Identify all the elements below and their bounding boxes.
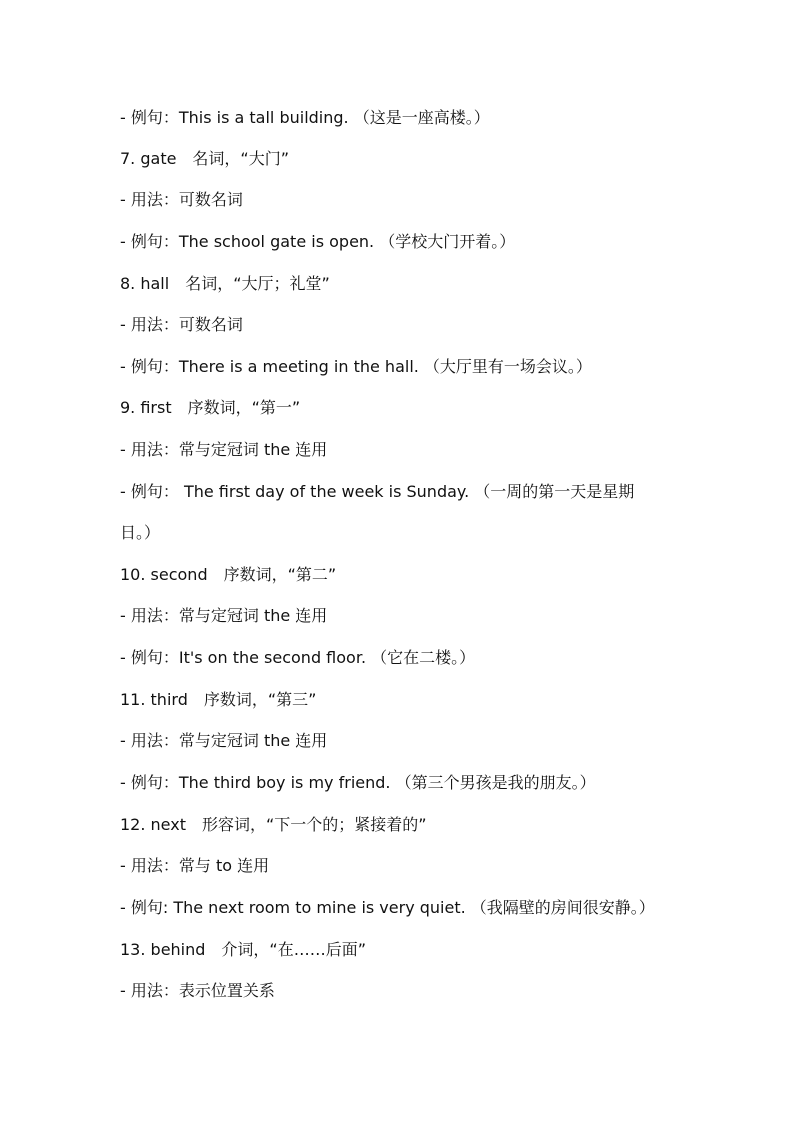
vocab-entry-hall: 8. hall 名词，“大厅；礼堂”: [120, 274, 330, 293]
vocab-entry-next: 12. next 形容词，“下一个的；紧接着的”: [120, 815, 427, 834]
example-sentence: - 例句：The school gate is open. （学校大门开着。）: [120, 232, 516, 251]
example-sentence: - 例句：This is a tall building. （这是一座高楼。）: [120, 108, 490, 127]
vocab-entry-behind: 13. behind 介词，“在……后面”: [120, 940, 366, 959]
usage-note: - 用法：可数名词: [120, 315, 243, 334]
vocab-entry-first: 9. first 序数词，“第一”: [120, 398, 301, 417]
usage-note: - 用法：常与定冠词 the 连用: [120, 440, 328, 459]
usage-note: - 用法：表示位置关系: [120, 981, 275, 1000]
usage-note: - 用法：可数名词: [120, 190, 243, 209]
example-sentence: - 例句：It's on the second floor. （它在二楼。）: [120, 648, 476, 667]
example-sentence: - 例句：There is a meeting in the hall. （大厅里有一场会议。）: [120, 357, 592, 376]
example-sentence: - 例句: The next room to mine is very quiet. （我隔壁的房间很安静。）: [120, 898, 655, 917]
example-sentence: - 例句： The first day of the week is Sunday. （一周的第一天是星期: [120, 482, 635, 501]
usage-note: - 用法：常与定冠词 the 连用: [120, 606, 328, 625]
example-sentence-continued: 日。）: [120, 523, 161, 542]
vocab-entry-second: 10. second 序数词，“第二”: [120, 565, 337, 584]
vocab-entry-gate: 7. gate 名词，“大门”: [120, 149, 290, 168]
example-sentence: - 例句：The third boy is my friend. （第三个男孩是我的朋友。）: [120, 773, 596, 792]
usage-note: - 用法：常与定冠词 the 连用: [120, 731, 328, 750]
usage-note: - 用法：常与 to 连用: [120, 856, 270, 875]
vocab-entry-third: 11. third 序数词，“第三”: [120, 690, 317, 709]
